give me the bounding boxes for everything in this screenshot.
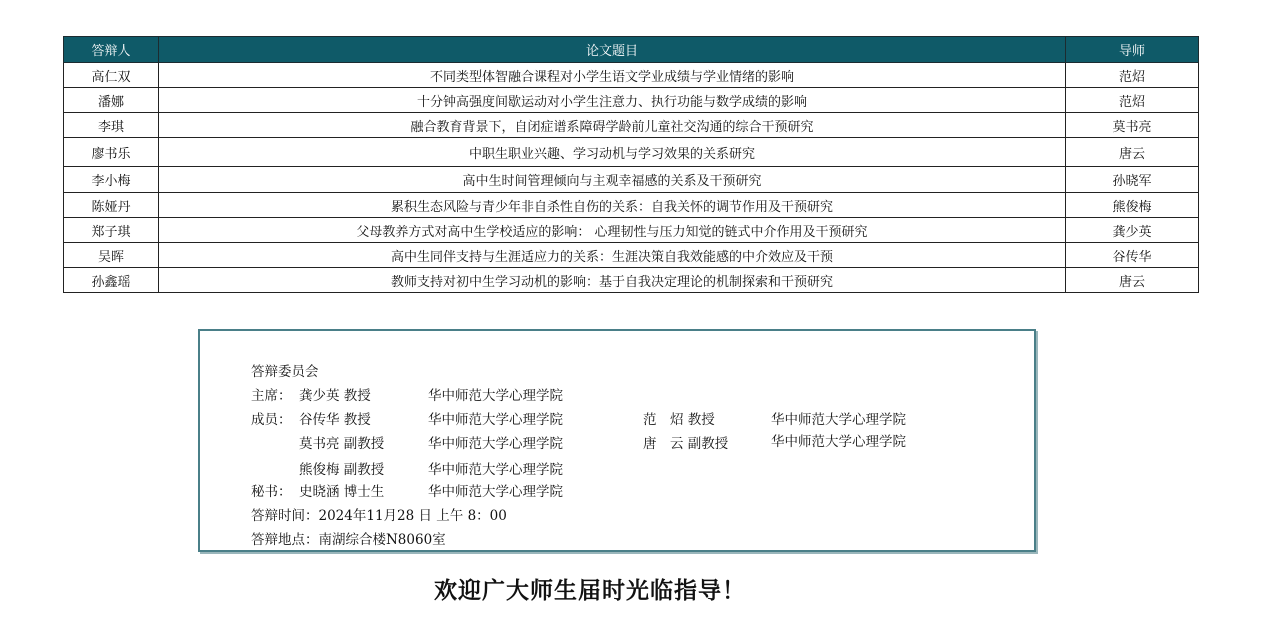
cell-student: 廖书乐 [64,138,159,167]
member-4-name: 唐 云 副教授 [643,436,729,452]
chair-affiliation: 华中师范大学心理学院 [428,388,563,404]
chair-label: 主席： [251,388,292,404]
defense-time: 答辩时间：2024年11月28 日 上午 8：00 [251,508,507,524]
cell-advisor: 范炤 [1066,88,1199,113]
member-3-name: 莫书亮 副教授 [299,436,385,452]
cell-thesis-title: 高中生时间管理倾向与主观幸福感的关系及干预研究 [159,167,1066,193]
table-row [64,218,1199,243]
table-row [64,193,1199,218]
cell-student: 高仁双 [64,63,159,88]
secretary-affiliation: 华中师范大学心理学院 [428,484,563,500]
cell-student: 潘娜 [64,88,159,113]
cell-student: 郑子琪 [64,218,159,243]
table-row [64,113,1199,138]
cell-student: 陈娅丹 [64,193,159,218]
member-2-affiliation: 华中师范大学心理学院 [771,412,906,428]
cell-thesis-title: 教师支持对初中生学习动机的影响：基于自我决定理论的机制探索和干预研究 [159,268,1066,293]
table-row [64,167,1199,193]
member-4-affiliation: 华中师范大学心理学院 [771,434,906,450]
cell-thesis-title: 累积生态风险与青少年非自杀性自伤的关系：自我关怀的调节作用及干预研究 [159,193,1066,218]
table-header-row [64,37,1199,63]
cell-student: 吴晖 [64,243,159,268]
member-5-affiliation: 华中师范大学心理学院 [428,462,563,478]
table-row [64,243,1199,268]
member-2-name: 范 炤 教授 [643,412,715,428]
cell-thesis-title: 融合教育背景下，自闭症谱系障碍学龄前儿童社交沟通的综合干预研究 [159,113,1066,138]
cell-advisor: 唐云 [1066,138,1199,167]
defense-location: 答辩地点：南湖综合楼N8060室 [251,532,446,548]
cell-advisor: 范炤 [1066,63,1199,88]
table-row [64,88,1199,113]
cell-student: 孙鑫瑶 [64,268,159,293]
welcome-message: 欢迎广大师生届时光临指导！ [434,577,746,604]
secretary-label: 秘书： [251,484,292,500]
member-1-affiliation: 华中师范大学心理学院 [428,412,563,428]
table-row [64,63,1199,88]
defense-schedule-table [63,36,1199,293]
cell-advisor: 唐云 [1066,268,1199,293]
committee-title: 答辩委员会 [251,364,319,380]
members-label: 成员： [251,412,292,428]
cell-advisor: 谷传华 [1066,243,1199,268]
header-student: 答辩人 [64,37,159,63]
cell-thesis-title: 父母教养方式对高中生学校适应的影响： 心理韧性与压力知觉的链式中介作用及干预研究 [159,218,1066,243]
cell-advisor: 熊俊梅 [1066,193,1199,218]
chair-name: 龚少英 教授 [299,388,371,404]
member-3-affiliation: 华中师范大学心理学院 [428,436,563,452]
table-row [64,268,1199,293]
cell-student: 李琪 [64,113,159,138]
header-thesis-title: 论文题目 [159,37,1066,63]
cell-thesis-title: 不同类型体智融合课程对小学生语文学业成绩与学业情绪的影响 [159,63,1066,88]
cell-advisor: 莫书亮 [1066,113,1199,138]
cell-thesis-title: 中职生职业兴趣、学习动机与学习效果的关系研究 [159,138,1066,167]
secretary-name: 史晓涵 博士生 [299,484,385,500]
header-advisor: 导师 [1066,37,1199,63]
member-1-name: 谷传华 教授 [299,412,371,428]
cell-thesis-title: 高中生同伴支持与生涯适应力的关系：生涯决策自我效能感的中介效应及干预 [159,243,1066,268]
cell-advisor: 孙晓军 [1066,167,1199,193]
table-row [64,138,1199,167]
table-body [64,63,1199,293]
member-5-name: 熊俊梅 副教授 [299,462,385,478]
committee-box [198,329,1036,552]
cell-advisor: 龚少英 [1066,218,1199,243]
cell-student: 李小梅 [64,167,159,193]
cell-thesis-title: 十分钟高强度间歇运动对小学生注意力、执行功能与数学成绩的影响 [159,88,1066,113]
